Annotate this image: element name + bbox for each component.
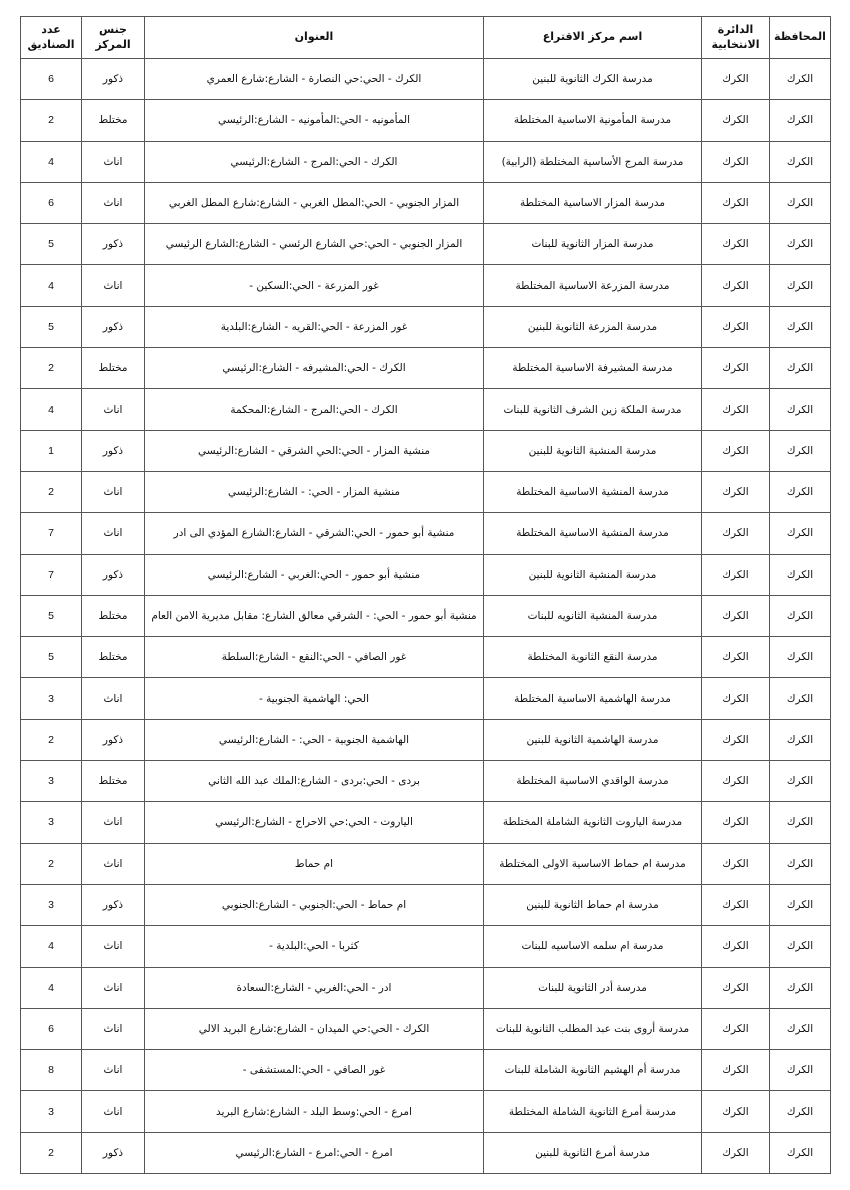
center-gender-cell: اناث (82, 1008, 145, 1049)
address-cell: ام حماط (145, 843, 484, 884)
center-gender-cell: اناث (82, 1050, 145, 1091)
box-count-cell: 1 (21, 430, 82, 471)
address-cell: الكرك - الحي:حي النصارة - الشارع:شارع العمري (145, 59, 484, 100)
governorate-cell: الكرك (770, 843, 831, 884)
address-cell: الهاشمية الجنوبية - الحي: - الشارع:الرئيسي (145, 719, 484, 760)
table-row (21, 1132, 831, 1173)
governorate-cell: الكرك (770, 100, 831, 141)
center-name-cell: مدرسة المنشية الاساسية المختلطة (484, 471, 702, 512)
governorate-cell: الكرك (770, 719, 831, 760)
governorate-cell: الكرك (770, 802, 831, 843)
district-cell: الكرك (702, 59, 770, 100)
district-cell: الكرك (702, 1008, 770, 1049)
table-row (21, 678, 831, 719)
governorate-cell: الكرك (770, 306, 831, 347)
center-name-cell: مدرسة ام حماط الثانوية للبنين (484, 884, 702, 925)
address-cell: الكرك - الحي:المرج - الشارع:المحكمة (145, 389, 484, 430)
box-count-cell: 5 (21, 224, 82, 265)
center-name-cell: مدرسة أدر الثانوية للبنات (484, 967, 702, 1008)
governorate-cell: الكرك (770, 59, 831, 100)
governorate-cell: الكرك (770, 926, 831, 967)
center-name-cell: مدرسة أم الهشيم الثانوية الشاملة للبنات (484, 1050, 702, 1091)
center-gender-cell: اناث (82, 843, 145, 884)
table-row (21, 761, 831, 802)
table-row (21, 348, 831, 389)
governorate-cell: الكرك (770, 1132, 831, 1173)
governorate-cell: الكرك (770, 224, 831, 265)
box-count-cell: 4 (21, 389, 82, 430)
center-gender-cell: اناث (82, 141, 145, 182)
address-cell: منشية المزار - الحي: - الشارع:الرئيسي (145, 471, 484, 512)
table-row (21, 141, 831, 182)
district-cell: الكرك (702, 224, 770, 265)
center-name-cell: مدرسة المزرعة الثانوية للبنين (484, 306, 702, 347)
governorate-cell: الكرك (770, 265, 831, 306)
district-cell: الكرك (702, 471, 770, 512)
box-count-cell: 4 (21, 926, 82, 967)
address-cell: الحي: الهاشمية الجنوبية - (145, 678, 484, 719)
address-cell: منشية أبو حمور - الحي: - الشرقي معالق الشارع: مقابل مديرية الامن العام (145, 595, 484, 636)
address-cell: غور الصافي - الحي:النقع - الشارع:السلطة (145, 637, 484, 678)
governorate-cell: الكرك (770, 141, 831, 182)
center-gender-cell: ذكور (82, 719, 145, 760)
address-cell: الكرك - الحي:المرج - الشارع:الرئيسي (145, 141, 484, 182)
address-cell: امرع - الحي:وسط البلد - الشارع:شارع البريد (145, 1091, 484, 1132)
table-row (21, 843, 831, 884)
district-cell: الكرك (702, 141, 770, 182)
center-name-cell: مدرسة ام حماط الاساسية الاولى المختلطة (484, 843, 702, 884)
governorate-cell: الكرك (770, 513, 831, 554)
box-count-cell: 6 (21, 59, 82, 100)
address-cell: ام حماط - الحي:الجنوبي - الشارع:الجنوبي (145, 884, 484, 925)
governorate-cell: الكرك (770, 595, 831, 636)
center-gender-cell: اناث (82, 389, 145, 430)
governorate-cell: الكرك (770, 182, 831, 223)
center-gender-cell: ذكور (82, 884, 145, 925)
table-row (21, 306, 831, 347)
center-gender-cell: ذكور (82, 1132, 145, 1173)
box-count-cell: 6 (21, 1008, 82, 1049)
table-row (21, 554, 831, 595)
polling-centers-table (20, 16, 831, 1174)
center-gender-cell: اناث (82, 678, 145, 719)
header-governorate: المحافظة (770, 17, 831, 59)
table-body (21, 59, 831, 1174)
address-cell: غور المزرعة - الحي:القريه - الشارع:البلدية (145, 306, 484, 347)
box-count-cell: 5 (21, 595, 82, 636)
center-name-cell: مدرسة المنشية الثانوية للبنين (484, 430, 702, 471)
center-gender-cell: اناث (82, 513, 145, 554)
table-row (21, 224, 831, 265)
center-gender-cell: ذكور (82, 306, 145, 347)
address-cell: كثربا - الحي:البلدية - (145, 926, 484, 967)
district-cell: الكرك (702, 306, 770, 347)
table-row (21, 595, 831, 636)
center-name-cell: مدرسة المزار الثانوية للبنات (484, 224, 702, 265)
box-count-cell: 2 (21, 348, 82, 389)
governorate-cell: الكرك (770, 884, 831, 925)
address-cell: امرع - الحي:امرع - الشارع:الرئيسي (145, 1132, 484, 1173)
table-row (21, 513, 831, 554)
district-cell: الكرك (702, 1091, 770, 1132)
box-count-cell: 3 (21, 678, 82, 719)
table-row (21, 884, 831, 925)
center-name-cell: مدرسة المزار الاساسية المختلطة (484, 182, 702, 223)
center-gender-cell: مختلط (82, 637, 145, 678)
governorate-cell: الكرك (770, 554, 831, 595)
center-name-cell: مدرسة النقع الثانوية المختلطة (484, 637, 702, 678)
center-name-cell: مدرسة الكرك الثانوية للبنين (484, 59, 702, 100)
center-name-cell: مدرسة المنشية الثانوية للبنين (484, 554, 702, 595)
center-name-cell: مدرسة الهاشمية الاساسية المختلطة (484, 678, 702, 719)
header-center-name: اسم مركز الاقتراع (484, 17, 702, 59)
district-cell: الكرك (702, 554, 770, 595)
box-count-cell: 3 (21, 884, 82, 925)
box-count-cell: 2 (21, 100, 82, 141)
center-gender-cell: اناث (82, 182, 145, 223)
center-gender-cell: اناث (82, 967, 145, 1008)
center-name-cell: مدرسة المنشية الثانويه للبنات (484, 595, 702, 636)
center-name-cell: مدرسة ام سلمه الاساسيه للبنات (484, 926, 702, 967)
header-box-count: عدد الصناديق (21, 17, 82, 59)
table-row (21, 802, 831, 843)
center-gender-cell: ذكور (82, 224, 145, 265)
district-cell: الكرك (702, 430, 770, 471)
box-count-cell: 7 (21, 513, 82, 554)
address-cell: الكرك - الحي:حي الميدان - الشارع:شارع البريد الالي (145, 1008, 484, 1049)
box-count-cell: 7 (21, 554, 82, 595)
center-gender-cell: اناث (82, 1091, 145, 1132)
header-center-gender: جنس المركز (82, 17, 145, 59)
center-gender-cell: مختلط (82, 761, 145, 802)
governorate-cell: الكرك (770, 471, 831, 512)
governorate-cell: الكرك (770, 389, 831, 430)
district-cell: الكرك (702, 761, 770, 802)
address-cell: منشية أبو حمور - الحي:الشرقي - الشارع:الشارع المؤدي الى ادر (145, 513, 484, 554)
center-name-cell: مدرسة أمرع الثانوية الشاملة المختلطة (484, 1091, 702, 1132)
header-row (21, 17, 831, 59)
district-cell: الكرك (702, 843, 770, 884)
center-name-cell: مدرسة المنشية الاساسية المختلطة (484, 513, 702, 554)
center-gender-cell: مختلط (82, 595, 145, 636)
box-count-cell: 4 (21, 967, 82, 1008)
table-row (21, 1050, 831, 1091)
address-cell: منشية أبو حمور - الحي:الغربي - الشارع:الرئيسي (145, 554, 484, 595)
district-cell: الكرك (702, 513, 770, 554)
box-count-cell: 4 (21, 141, 82, 182)
table-row (21, 719, 831, 760)
box-count-cell: 6 (21, 182, 82, 223)
district-cell: الكرك (702, 637, 770, 678)
district-cell: الكرك (702, 678, 770, 719)
address-cell: غور المزرعة - الحي:السكين - (145, 265, 484, 306)
box-count-cell: 4 (21, 265, 82, 306)
center-name-cell: مدرسة أروى بنت عبد المطلب الثانوية للبنات (484, 1008, 702, 1049)
district-cell: الكرك (702, 1132, 770, 1173)
district-cell: الكرك (702, 265, 770, 306)
table-row (21, 926, 831, 967)
header-district: الدائرة الانتخابية (702, 17, 770, 59)
address-cell: بردى - الحي:بردى - الشارع:الملك عبد الله الثاني (145, 761, 484, 802)
box-count-cell: 2 (21, 843, 82, 884)
district-cell: الكرك (702, 595, 770, 636)
district-cell: الكرك (702, 719, 770, 760)
center-gender-cell: ذكور (82, 59, 145, 100)
center-name-cell: مدرسة المزرعة الاساسية المختلطة (484, 265, 702, 306)
district-cell: الكرك (702, 967, 770, 1008)
district-cell: الكرك (702, 348, 770, 389)
box-count-cell: 2 (21, 471, 82, 512)
address-cell: منشية المزار - الحي:الحي الشرقي - الشارع:الرئيسي (145, 430, 484, 471)
box-count-cell: 5 (21, 306, 82, 347)
table-row (21, 389, 831, 430)
governorate-cell: الكرك (770, 637, 831, 678)
center-gender-cell: ذكور (82, 430, 145, 471)
governorate-cell: الكرك (770, 348, 831, 389)
address-cell: الياروت - الحي:حي الاحراج - الشارع:الرئيسي (145, 802, 484, 843)
table-row (21, 59, 831, 100)
governorate-cell: الكرك (770, 1091, 831, 1132)
center-name-cell: مدرسة أمرع الثانوية للبنين (484, 1132, 702, 1173)
governorate-cell: الكرك (770, 678, 831, 719)
center-name-cell: مدرسة الياروت الثانوية الشاملة المختلطة (484, 802, 702, 843)
district-cell: الكرك (702, 926, 770, 967)
address-cell: الكرك - الحي:المشيرفه - الشارع:الرئيسي (145, 348, 484, 389)
center-name-cell: مدرسة المشيرفة الاساسية المختلطة (484, 348, 702, 389)
center-gender-cell: مختلط (82, 348, 145, 389)
governorate-cell: الكرك (770, 1050, 831, 1091)
center-name-cell: مدرسة الواقدي الاساسية المختلطة (484, 761, 702, 802)
governorate-cell: الكرك (770, 1008, 831, 1049)
table-row (21, 100, 831, 141)
address-cell: غور الصافي - الحي:المستشفى - (145, 1050, 484, 1091)
center-gender-cell: مختلط (82, 100, 145, 141)
district-cell: الكرك (702, 1050, 770, 1091)
address-cell: المزار الجنوبي - الحي:حي الشارع الرئسي - الشارع:الشارع الرئيسي (145, 224, 484, 265)
center-gender-cell: اناث (82, 926, 145, 967)
table-row (21, 182, 831, 223)
table-row (21, 1091, 831, 1132)
district-cell: الكرك (702, 389, 770, 430)
address-cell: المزار الجنوبي - الحي:المطل الغربي - الشارع:شارع المطل الغربي (145, 182, 484, 223)
box-count-cell: 3 (21, 1091, 82, 1132)
box-count-cell: 8 (21, 1050, 82, 1091)
box-count-cell: 3 (21, 802, 82, 843)
header-address: العنوان (145, 17, 484, 59)
center-name-cell: مدرسة الملكة زين الشرف الثانوية للبنات (484, 389, 702, 430)
center-name-cell: مدرسة المأمونية الاساسية المختلطة (484, 100, 702, 141)
governorate-cell: الكرك (770, 430, 831, 471)
center-name-cell: مدرسة المرج الأساسية المختلطة (الرابية) (484, 141, 702, 182)
table-row (21, 430, 831, 471)
district-cell: الكرك (702, 182, 770, 223)
box-count-cell: 3 (21, 761, 82, 802)
box-count-cell: 2 (21, 719, 82, 760)
box-count-cell: 2 (21, 1132, 82, 1173)
address-cell: المأمونيه - الحي:المأمونيه - الشارع:الرئيسي (145, 100, 484, 141)
table-row (21, 471, 831, 512)
table-row (21, 265, 831, 306)
center-gender-cell: اناث (82, 802, 145, 843)
box-count-cell: 5 (21, 637, 82, 678)
address-cell: ادر - الحي:الغربي - الشارع:السعادة (145, 967, 484, 1008)
district-cell: الكرك (702, 100, 770, 141)
governorate-cell: الكرك (770, 761, 831, 802)
table-row (21, 1008, 831, 1049)
district-cell: الكرك (702, 884, 770, 925)
center-gender-cell: ذكور (82, 554, 145, 595)
center-gender-cell: اناث (82, 471, 145, 512)
district-cell: الكرك (702, 802, 770, 843)
center-name-cell: مدرسة الهاشمية الثانوية للبنين (484, 719, 702, 760)
table-row (21, 637, 831, 678)
center-gender-cell: اناث (82, 265, 145, 306)
governorate-cell: الكرك (770, 967, 831, 1008)
table-row (21, 967, 831, 1008)
